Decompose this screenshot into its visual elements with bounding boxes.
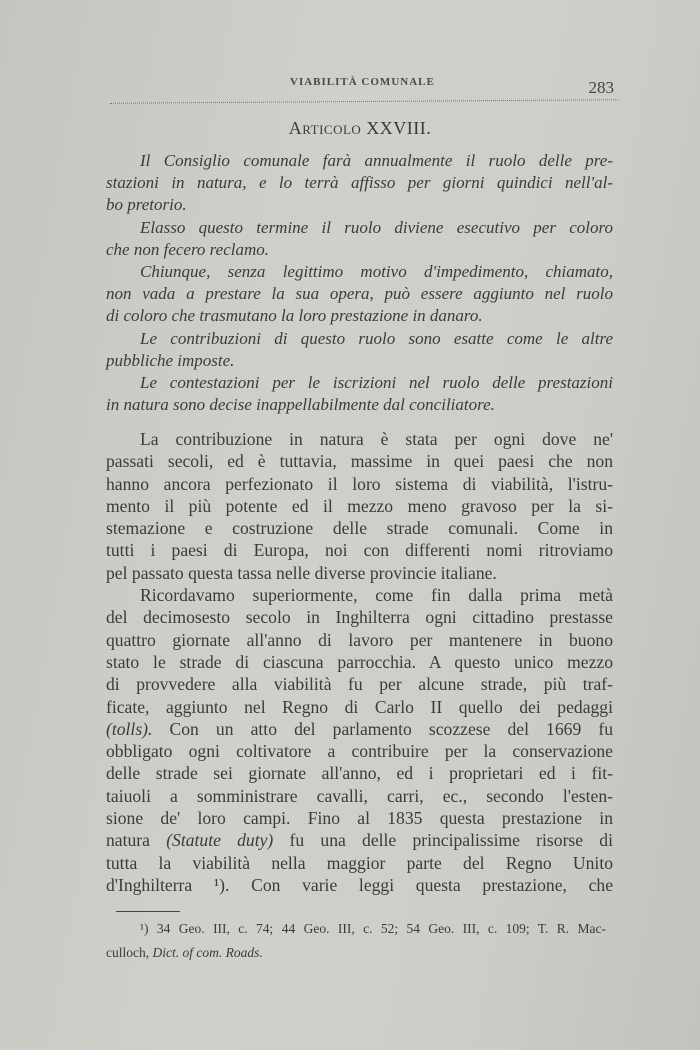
text-segment: La contribuzione in natura è stata per ogni dove ne': [140, 429, 613, 449]
text-segment: di coloro che trasmutano la loro prestazione in danaro.: [106, 306, 483, 326]
text-segment: Le contestazioni per le iscrizioni nel ruolo delle prestazioni: [140, 373, 613, 393]
text-segment: che non fecero reclamo.: [106, 239, 270, 259]
text-line: [106, 917, 606, 941]
running-title: VIABILITÀ COMUNALE: [290, 76, 435, 88]
text-segment: Ricordavamo superiormente, come fin dalla prima metà: [140, 585, 613, 606]
text-segment: ¹) 34 Geo. III, c. 74; 44 Geo. III, c. 52; 54 Geo. III, c. 109; T. R. Mac-: [140, 921, 606, 936]
text-line: [106, 584, 613, 606]
text-segment: fu una delle principalissime risorse di: [273, 830, 613, 851]
text-segment: natura: [106, 830, 167, 851]
text-line: [106, 473, 613, 495]
text-line: [106, 217, 613, 239]
text-segment: Con un atto del parlamento scozzese del 1669 fu: [152, 718, 613, 739]
text-line: [106, 829, 613, 851]
text-segment: taiuoli a somministrare cavalli, carri, ec., secondo l'esten-: [106, 785, 613, 806]
text-line: [106, 673, 613, 695]
text-segment: in natura sono decise inappellabilmente dal conciliatore.: [106, 395, 495, 415]
text-line: [106, 283, 613, 305]
text-line: [106, 261, 613, 283]
italic-text: (tolls).: [106, 718, 153, 739]
text-line: [106, 372, 613, 394]
text-line: [106, 785, 613, 807]
text-segment: pubbliche imposte.: [106, 350, 235, 370]
text-line: [106, 852, 613, 874]
text-line: [106, 194, 613, 216]
text-segment: delle strade sei giornate all'anno, ed i proprietari ed i fit-: [106, 763, 613, 784]
text-segment: non vada a prestare la sua opera, può essere aggiunto nel ruolo: [106, 284, 613, 304]
text-segment: stemazione e costruzione delle strade comunali. Come in: [106, 518, 613, 539]
text-segment: ficate, aggiunto nel Regno di Carlo II quello dei pedaggi: [106, 696, 613, 717]
text-line: [106, 539, 613, 561]
text-line: [106, 696, 613, 718]
text-line: [106, 762, 613, 784]
text-line: [106, 239, 613, 261]
text-segment: Chiunque, senza legittimo motivo d'impedimento, chiamato,: [140, 262, 613, 282]
text-line: [106, 807, 613, 829]
text-line: [106, 350, 613, 372]
text-segment: obbligato ogni coltivatore a contribuire per la conservazione: [106, 741, 613, 762]
text-segment: di provvedere alla viabilità fu per alcune strade, più traf-: [106, 674, 613, 695]
text-segment: pel passato questa tassa nelle diverse provincie italiane.: [106, 562, 497, 583]
law-text: [106, 150, 613, 416]
text-segment: Il Consiglio comunale farà annualmente il ruolo delle pre-: [140, 151, 613, 170]
text-line: [106, 718, 613, 740]
text-segment: culloch,: [106, 945, 153, 960]
text-line: [106, 629, 613, 651]
text-segment: quattro giornate all'anno di lavoro per mantenere in buono: [106, 629, 613, 650]
text-segment: stazioni in natura, e lo terrà affisso per giorni quindici nell'al-: [106, 173, 613, 193]
text-line: [106, 328, 613, 350]
italic-text: Dict. of com. Roads.: [152, 945, 263, 960]
text-line: [106, 428, 613, 450]
text-line: [106, 740, 613, 762]
footnote-rule: [116, 911, 180, 912]
text-line: [106, 450, 613, 472]
text-segment: stato le strade di ciascuna parrocchia. A questo unico mezzo: [106, 651, 613, 672]
text-segment: mento il più potente ed il mezzo meno gravoso per la si-: [106, 495, 613, 516]
text-segment: Elasso questo termine il ruolo diviene esecutivo per coloro: [140, 217, 613, 237]
text-segment: tutta la viabilità nella maggior parte del Regno Unito: [106, 852, 613, 873]
text-line: [106, 874, 613, 896]
body-text: [106, 428, 613, 896]
footnote: [106, 917, 606, 965]
text-segment: hanno ancora perfezionato il loro sistema di viabilità, l'istru-: [106, 473, 613, 494]
text-segment: bo pretorio.: [106, 195, 187, 215]
header-rule: [110, 99, 618, 104]
text-segment: del decimosesto secolo in Inghilterra ogni cittadino prestasse: [106, 607, 613, 628]
text-line: [106, 305, 613, 327]
text-line: [106, 394, 613, 416]
text-line: [106, 651, 613, 673]
text-line: [106, 606, 613, 628]
text-line: [106, 941, 606, 965]
text-segment: sione de' loro campi. Fino al 1835 questa prestazione in: [106, 808, 613, 829]
text-segment: Le contribuzioni di questo ruolo sono esatte come le altre: [140, 328, 613, 348]
article-title: Articolo XXVIII.: [288, 118, 432, 138]
text-segment: tutti i paesi di Europa, noi con differenti nomi ritroviamo: [106, 540, 613, 561]
italic-text: (Statute duty): [166, 830, 274, 851]
text-line: [106, 150, 613, 172]
text-line: [106, 517, 613, 539]
text-line: [106, 172, 613, 194]
text-line: [106, 495, 613, 517]
text-segment: d'Inghilterra ¹). Con varie leggi questa prestazione, che: [106, 874, 613, 895]
text-segment: passati secoli, ed è tuttavia, massime in quei paesi che non: [106, 451, 613, 472]
text-line: [106, 562, 613, 584]
page-number: 283: [588, 78, 614, 97]
